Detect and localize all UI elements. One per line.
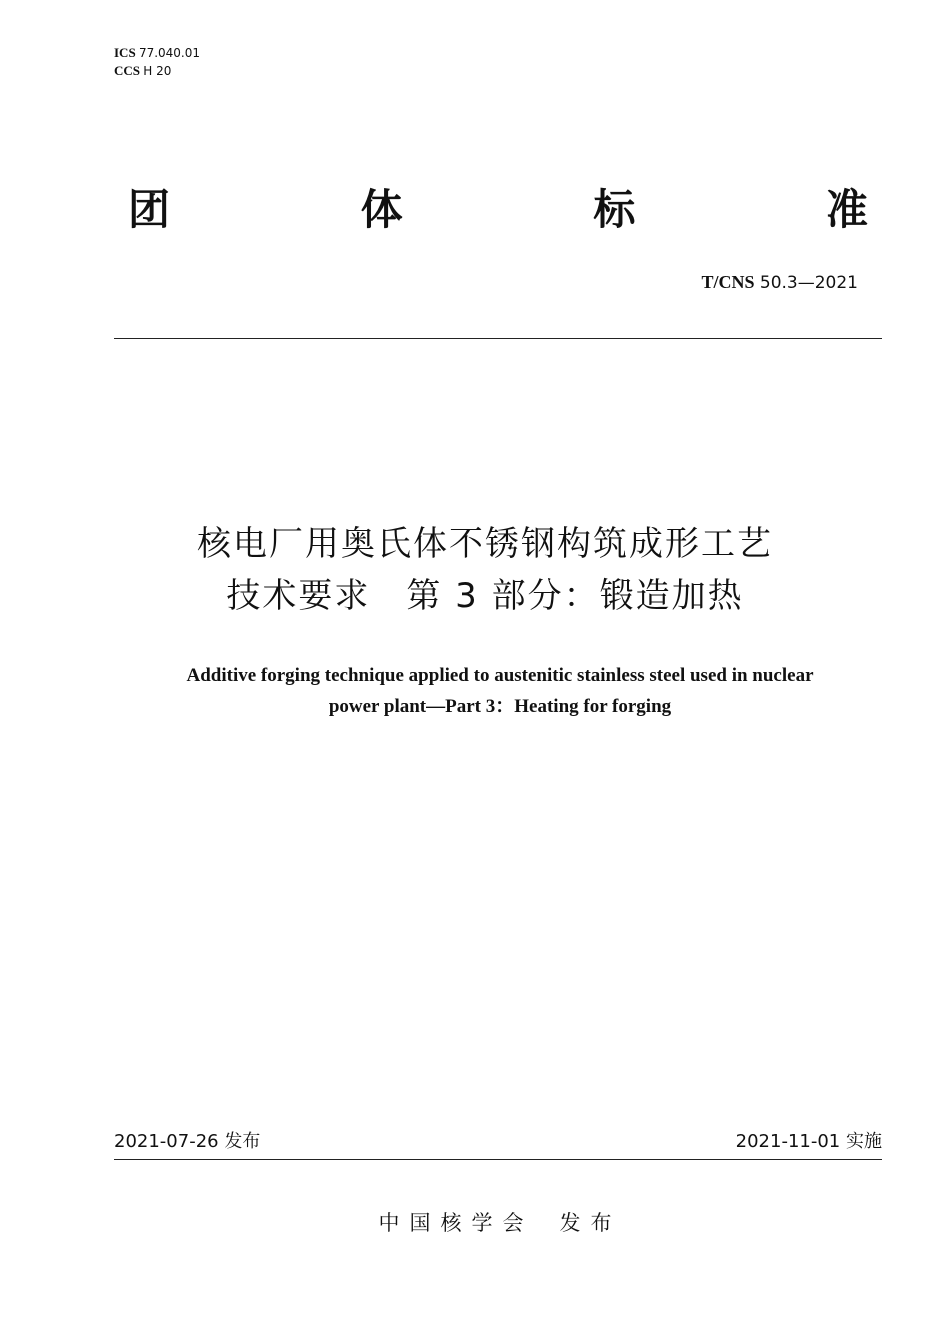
ccs-code [114, 62, 200, 80]
chinese-title [60, 518, 910, 622]
ics-code [114, 44, 200, 62]
english-title-line-2: power plant—Part 3：Heating for forging [328, 696, 672, 717]
standard-prefix: T/CNS [701, 272, 755, 292]
issue-date: 2021-07-26 发布 [114, 1131, 261, 1152]
document-type-title [128, 182, 868, 238]
ccs-label: CCS [114, 63, 141, 78]
ics-value: 77.040.01 [138, 46, 201, 60]
title-char: 准 [825, 185, 868, 234]
top-divider [114, 338, 882, 339]
ics-label: ICS [114, 45, 136, 60]
title-char: 标 [593, 185, 636, 234]
implementation-date: 2021-11-01 实施 [735, 1131, 882, 1152]
publisher-name: 中国核学会 [378, 1211, 534, 1235]
standard-number-value: 50.3—2021 [759, 273, 858, 293]
bottom-divider [114, 1159, 882, 1160]
chinese-title-line-1: 核电厂用奥氏体不锈钢构筑成形工艺 [197, 524, 773, 564]
title-char: 体 [360, 185, 403, 234]
classification-codes [114, 44, 200, 80]
english-title [100, 660, 900, 722]
standard-number [701, 272, 858, 293]
chinese-title-line-2: 技术要求 第 3 部分：锻造加热 [226, 576, 744, 616]
english-title-line-1: Additive forging technique applied to austenitic stainless steel used in nuclear [186, 665, 814, 686]
title-char: 团 [128, 185, 171, 234]
ccs-value: H 20 [143, 64, 172, 78]
publisher-action: 发布 [559, 1211, 622, 1235]
publisher-line [0, 1207, 950, 1237]
